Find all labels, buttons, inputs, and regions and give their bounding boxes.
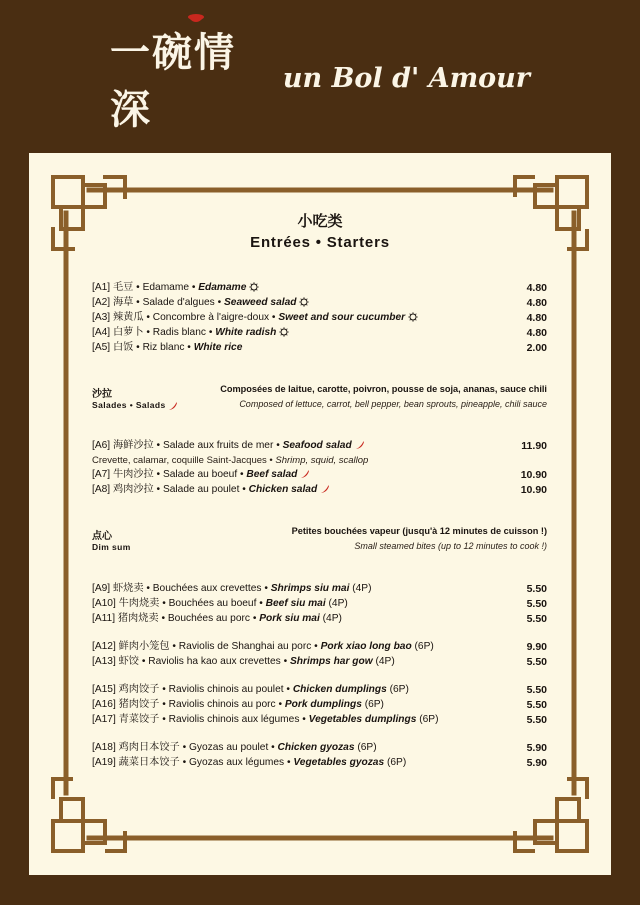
separator: • — [266, 455, 276, 466]
item-french-name: Edamame — [142, 282, 189, 293]
item-english-name: Pork xiao long bao — [320, 641, 412, 652]
menu-item-name — [92, 597, 348, 611]
item-price: 5.50 — [526, 684, 547, 696]
menu-item-name — [92, 468, 310, 482]
item-chinese-name: 海草 — [112, 297, 134, 308]
salads-title-text: Salades • Salads — [92, 400, 166, 410]
menu-item-name — [92, 698, 384, 712]
item-french-name: Salade au poulet — [162, 484, 240, 495]
menu-title: Entrées • Starters — [250, 234, 390, 251]
item-chinese-name: 猪肉饺子 — [118, 699, 160, 710]
menu-item-name — [92, 326, 289, 340]
menu-item-row — [92, 683, 547, 697]
item-chinese-name: 虾烧卖 — [112, 583, 144, 594]
separator: • — [153, 484, 163, 495]
item-chinese-name: 白萝卜 — [112, 327, 144, 338]
separator: • — [153, 440, 163, 451]
item-french-name: Raviolis chinois au poulet — [168, 684, 284, 695]
salads-description-fr: Composées de laitue, carotte, poivron, pousse de soja, ananas, sauce chili — [220, 384, 547, 394]
separator: • — [280, 656, 290, 667]
menu-item-name — [92, 612, 342, 626]
item-price: 5.50 — [526, 583, 547, 595]
item-price: 11.90 — [521, 440, 547, 452]
menu-item-name — [92, 439, 365, 453]
item-code: [A19] — [92, 757, 119, 768]
item-quantity: (4P) — [372, 656, 395, 667]
item-price: 4.80 — [526, 312, 547, 324]
menu-item-name — [92, 311, 418, 325]
item-code: [A18] — [92, 742, 119, 753]
separator: • — [273, 440, 283, 451]
item-quantity: (6P) — [361, 699, 384, 710]
menu-title-chinese: 小吃类 — [297, 212, 343, 230]
item-quantity: (4P) — [349, 583, 372, 594]
menu-item-row — [92, 741, 547, 755]
item-french-name: Raviolis chinois aux légumes — [168, 714, 300, 725]
chili-icon — [320, 484, 330, 494]
menu-item-name — [92, 640, 434, 654]
ingredients-fr: Crevette, calamar, coquille Saint-Jacques — [92, 455, 267, 466]
item-price: 5.50 — [526, 699, 547, 711]
item-price: 4.80 — [526, 327, 547, 339]
item-chinese-name: 白饭 — [112, 342, 134, 353]
item-price: 5.90 — [526, 757, 547, 769]
item-code: [A4] — [92, 327, 113, 338]
item-code: [A10] — [92, 598, 119, 609]
item-chinese-name: 蔬菜日本饺子 — [118, 757, 180, 768]
separator: • — [159, 684, 169, 695]
menu-item-row — [92, 281, 547, 295]
item-price: 5.50 — [526, 656, 547, 668]
item-french-name: Riz blanc — [142, 342, 185, 353]
menu-content — [29, 153, 611, 875]
item-price: 9.90 — [526, 641, 547, 653]
separator: • — [268, 742, 278, 753]
separator: • — [169, 641, 179, 652]
menu-item-name — [92, 741, 377, 755]
item-code: [A11] — [92, 613, 118, 624]
separator: • — [159, 598, 169, 609]
item-code: [A6] — [92, 440, 113, 451]
item-quantity: (4P) — [319, 613, 342, 624]
item-chinese-name: 虾饺 — [118, 656, 139, 667]
item-french-name: Bouchées au boeuf — [168, 598, 257, 609]
separator: • — [269, 312, 279, 323]
item-english-name: Beef salad — [246, 469, 298, 480]
chili-icon — [168, 401, 178, 411]
item-price: 4.80 — [526, 297, 547, 309]
bowl-icon — [186, 13, 206, 25]
item-french-name: Salade d'algues — [142, 297, 215, 308]
item-french-name: Gyozas aux légumes — [188, 757, 285, 768]
menu-item-row — [92, 612, 547, 626]
item-quantity: (4P) — [325, 598, 348, 609]
separator: • — [158, 613, 168, 624]
item-english-name: White rice — [193, 342, 243, 353]
ingredients-en: Shrimp, squid, scallop — [275, 455, 369, 466]
menu-item-row — [92, 483, 547, 497]
menu-item-name — [92, 713, 438, 727]
item-english-name: Seafood salad — [282, 440, 352, 451]
item-english-name: Shrimps siu mai — [270, 583, 350, 594]
vegetarian-icon — [299, 297, 309, 307]
menu-item-row — [92, 326, 547, 340]
seafood-salad-ingredients — [92, 454, 368, 467]
item-english-name: White radish — [215, 327, 277, 338]
chili-icon — [300, 469, 310, 479]
menu-paper — [29, 153, 611, 875]
menu-item-name — [92, 683, 409, 697]
separator: • — [239, 484, 249, 495]
separator: • — [256, 598, 266, 609]
separator: • — [133, 342, 143, 353]
item-code: [A7] — [92, 469, 113, 480]
menu-item-row — [92, 341, 547, 355]
item-quantity: (6P) — [416, 714, 439, 725]
item-price: 5.50 — [526, 613, 547, 625]
salads-title-chinese: 沙拉 — [92, 389, 112, 400]
logo-french-name: un Bol d' Amour — [282, 62, 530, 94]
item-chinese-name: 鸡肉日本饺子 — [118, 742, 180, 753]
item-english-name: Pork siu mai — [259, 613, 320, 624]
item-chinese-name: 鸡肉沙拉 — [112, 484, 154, 495]
item-english-name: Sweet and sour cucumber — [278, 312, 406, 323]
separator: • — [275, 699, 285, 710]
separator: • — [133, 297, 143, 308]
item-code: [A9] — [92, 583, 113, 594]
item-code: [A16] — [92, 699, 119, 710]
item-price: 5.50 — [526, 598, 547, 610]
separator: • — [179, 742, 189, 753]
item-code: [A12] — [92, 641, 119, 652]
vegetarian-icon — [408, 312, 418, 322]
item-french-name: Bouchées aux crevettes — [152, 583, 262, 594]
menu-item-row — [92, 311, 547, 325]
item-french-name: Radis blanc — [152, 327, 206, 338]
item-french-name: Salade au boeuf — [162, 469, 238, 480]
item-price: 5.50 — [526, 714, 547, 726]
separator: • — [311, 641, 321, 652]
item-price: 5.90 — [526, 742, 547, 754]
menu-item-row — [92, 468, 547, 482]
salads-description-en: Composed of lettuce, carrot, bell pepper, bean sprouts, pineapple, chili sauce — [239, 399, 547, 409]
dimsum-title: Dim sum — [92, 542, 131, 552]
item-english-name: Shrimps har gow — [289, 656, 373, 667]
menu-item-name — [92, 341, 242, 355]
separator: • — [133, 282, 143, 293]
item-chinese-name: 牛肉沙拉 — [112, 469, 154, 480]
item-english-name: Pork dumplings — [284, 699, 362, 710]
menu-item-row — [92, 582, 547, 596]
item-english-name: Beef siu mai — [265, 598, 326, 609]
item-english-name: Vegetables gyozas — [293, 757, 385, 768]
item-price: 10.90 — [520, 469, 547, 481]
menu-item-row — [92, 655, 547, 669]
logo-chinese-name — [110, 21, 269, 135]
vegetarian-icon — [249, 282, 259, 292]
separator: • — [143, 583, 153, 594]
item-price: 4.80 — [526, 282, 547, 294]
menu-item-row — [92, 439, 547, 453]
item-french-name: Gyozas au poulet — [188, 742, 269, 753]
item-chinese-name: 鸡肉饺子 — [118, 684, 160, 695]
menu-item-name — [92, 281, 259, 295]
brand-chinese-text: 一碗情深 — [110, 29, 236, 133]
item-french-name: Raviolis ha kao aux crevettes — [148, 656, 281, 667]
item-chinese-name: 辣黄瓜 — [112, 312, 144, 323]
item-chinese-name: 海鲜沙拉 — [112, 440, 154, 451]
header — [0, 0, 640, 152]
separator: • — [143, 312, 153, 323]
separator: • — [283, 684, 293, 695]
dimsum-title-chinese: 点心 — [92, 531, 112, 542]
separator: • — [284, 757, 294, 768]
item-code: [A13] — [92, 656, 119, 667]
separator: • — [237, 469, 247, 480]
item-french-name: Concombre à l'aigre-doux — [152, 312, 270, 323]
item-english-name: Vegetables dumplings — [308, 714, 417, 725]
item-price: 2.00 — [526, 342, 547, 354]
logo — [110, 29, 530, 133]
menu-item-row — [92, 597, 547, 611]
dimsum-description-fr: Petites bouchées vapeur (jusqu'à 12 minutes de cuisson !) — [291, 526, 547, 536]
item-french-name: Salade aux fruits de mer — [162, 440, 274, 451]
dimsum-description-en: Small steamed bites (up to 12 minutes to cook !) — [354, 541, 547, 551]
item-chinese-name: 青菜饺子 — [118, 714, 160, 725]
menu-item-name — [92, 296, 309, 310]
salads-title — [92, 400, 178, 411]
item-price: 10.90 — [520, 484, 547, 496]
menu-item-row — [92, 698, 547, 712]
menu-item-name — [92, 483, 330, 497]
item-english-name: Chicken gyozas — [277, 742, 355, 753]
item-quantity: (6P) — [386, 684, 409, 695]
item-french-name: Bouchées au porc — [167, 613, 250, 624]
item-chinese-name: 毛豆 — [112, 282, 134, 293]
separator: • — [299, 714, 309, 725]
vegetarian-icon — [279, 327, 289, 337]
separator: • — [179, 757, 189, 768]
item-english-name: Chicken dumplings — [292, 684, 387, 695]
item-code: [A1] — [92, 282, 113, 293]
menu-item-row — [92, 296, 547, 310]
menu-item-row — [92, 756, 547, 770]
item-code: [A8] — [92, 484, 113, 495]
separator: • — [159, 699, 169, 710]
separator: • — [189, 282, 199, 293]
item-quantity: (6P) — [354, 742, 377, 753]
item-french-name: Raviolis chinois au porc — [168, 699, 276, 710]
item-english-name: Seaweed salad — [223, 297, 297, 308]
item-chinese-name: 牛肉烧卖 — [118, 598, 160, 609]
item-code: [A17] — [92, 714, 119, 725]
item-code: [A3] — [92, 312, 113, 323]
separator: • — [184, 342, 194, 353]
item-english-name: Chicken salad — [248, 484, 318, 495]
separator: • — [159, 714, 169, 725]
separator: • — [153, 469, 163, 480]
separator: • — [139, 656, 149, 667]
menu-item-name — [92, 655, 395, 669]
menu-item-row — [92, 713, 547, 727]
separator: • — [214, 297, 224, 308]
chili-icon — [355, 440, 365, 450]
separator: • — [143, 327, 153, 338]
item-quantity: (6P) — [411, 641, 434, 652]
item-french-name: Raviolis de Shanghai au porc — [178, 641, 312, 652]
item-chinese-name: 鲜肉小笼包 — [118, 641, 170, 652]
menu-item-name — [92, 756, 406, 770]
item-code: [A15] — [92, 684, 119, 695]
item-code: [A5] — [92, 342, 113, 353]
menu-item-row — [92, 640, 547, 654]
item-quantity: (6P) — [384, 757, 407, 768]
separator: • — [261, 583, 271, 594]
separator: • — [205, 327, 216, 338]
item-code: [A2] — [92, 297, 113, 308]
menu-item-name — [92, 582, 372, 596]
item-english-name: Edamame — [198, 282, 247, 293]
separator: • — [249, 613, 260, 624]
item-chinese-name: 猪肉烧卖 — [117, 613, 159, 624]
